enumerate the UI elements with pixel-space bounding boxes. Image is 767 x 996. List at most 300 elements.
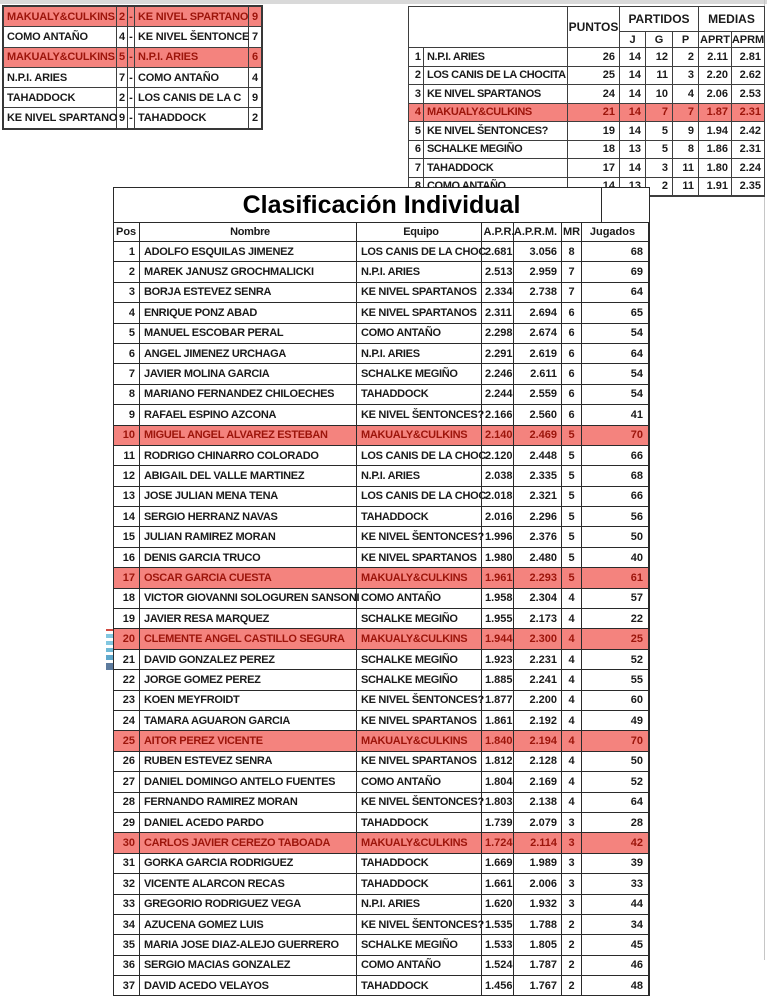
aprm-cell: 2.192: [514, 711, 562, 730]
standings-table: [408, 6, 765, 197]
rank-cell: 2: [409, 67, 424, 85]
apr-cell: 1.996: [482, 527, 514, 546]
table-row: [114, 385, 649, 405]
lost-cell: 11: [673, 178, 699, 196]
played-cell: 46: [582, 956, 649, 975]
team-cell: TAHADDOCK: [357, 854, 482, 873]
apr-cell: 1.955: [482, 609, 514, 628]
played-cell: 69: [582, 262, 649, 281]
pos-cell: 20: [114, 629, 140, 648]
table-row: [114, 956, 649, 976]
apr-column-header: A.P.R.: [482, 223, 514, 241]
apr-cell: 1.980: [482, 548, 514, 567]
played-cell: 70: [582, 731, 649, 750]
played-cell: 68: [582, 242, 649, 261]
separator-cell: -: [128, 108, 135, 127]
table-row: [114, 629, 649, 649]
artifact-dark-square: [106, 663, 113, 670]
player-name-cell: DANIEL DOMINGO ANTELO FUENTES: [140, 772, 357, 791]
table-row: [114, 711, 649, 731]
title-divider: [601, 188, 602, 222]
home-score-cell: 2: [117, 7, 128, 26]
away-score-cell: 9: [251, 10, 259, 23]
mr-cell: 3: [562, 854, 582, 873]
team-cell: COMO ANTAÑO: [357, 589, 482, 608]
table-row: [114, 854, 649, 874]
table-row: [114, 976, 649, 995]
aprm-cell: 2.738: [514, 283, 562, 302]
team-cell: N.P.I. ARIES: [357, 262, 482, 281]
played-cell: 64: [582, 344, 649, 363]
played-cell: 14: [620, 122, 646, 140]
player-name-cell: CARLOS JAVIER CEREZO TABOADA: [140, 833, 357, 852]
pos-cell: 30: [114, 833, 140, 852]
aprm-cell: 2.42: [739, 124, 761, 137]
rank-cell: 6: [409, 141, 424, 159]
aprt-cell: 1.91: [699, 178, 732, 196]
table-row: [114, 731, 649, 751]
table-row: [114, 303, 649, 323]
rank-cell: 5: [409, 122, 424, 140]
played-cell: 54: [582, 385, 649, 404]
table-row: [114, 446, 649, 466]
mr-cell: 4: [562, 670, 582, 689]
team-cell: SCHALKE MEGIÑO: [357, 935, 482, 954]
pos-cell: 31: [114, 854, 140, 873]
aprm-cell: 2.006: [514, 874, 562, 893]
mr-cell: 5: [562, 466, 582, 485]
aprm-cell: 2.173: [514, 609, 562, 628]
averages-group-header: MEDIAS: [708, 12, 755, 26]
aprm-cell: 1.788: [514, 915, 562, 934]
mr-column-header: MR: [562, 223, 582, 241]
apr-cell: 2.244: [482, 385, 514, 404]
team-cell: LOS CANIS DE LA CHOC: [357, 242, 482, 261]
points-cell: 25: [568, 67, 620, 85]
played-column-header: J: [620, 32, 646, 47]
played-cell: 42: [582, 833, 649, 852]
away-score-cell: 2: [251, 112, 259, 125]
apr-cell: 2.166: [482, 405, 514, 424]
rank-cell: 3: [409, 85, 424, 103]
apr-cell: 1.456: [482, 976, 514, 995]
played-cell: 34: [582, 915, 649, 934]
pos-cell: 28: [114, 793, 140, 812]
mr-cell: 4: [562, 609, 582, 628]
away-score-cell: 4: [251, 71, 259, 84]
points-cell: 24: [568, 85, 620, 103]
pos-cell: 32: [114, 874, 140, 893]
mr-cell: 4: [562, 711, 582, 730]
lost-cell: 7: [673, 104, 699, 122]
aprm-column-header: A.P.R.M.: [514, 223, 562, 241]
team-cell: COMO ANTAÑO: [357, 956, 482, 975]
player-name-cell: MANUEL ESCOBAR PERAL: [140, 324, 357, 343]
aprm-cell: 2.469: [514, 426, 562, 445]
apr-cell: 2.016: [482, 507, 514, 526]
aprt-cell: 1.94: [699, 122, 732, 140]
table-row: [114, 487, 649, 507]
played-cell: 64: [582, 283, 649, 302]
won-cell: 11: [646, 67, 673, 85]
pos-cell: 1: [114, 242, 140, 261]
apr-cell: 1.724: [482, 833, 514, 852]
played-cell: 54: [582, 324, 649, 343]
pos-cell: 36: [114, 956, 140, 975]
separator-cell: -: [128, 68, 135, 87]
mr-cell: 3: [562, 833, 582, 852]
player-name-cell: ENRIQUE PONZ ABAD: [140, 303, 357, 322]
team-cell: KE NIVEL ŠENTONCES?: [357, 793, 482, 812]
rank-cell: 1: [409, 48, 424, 66]
pos-cell: 17: [114, 568, 140, 587]
team-cell: KE NIVEL SPARTANOS: [357, 711, 482, 730]
mr-cell: 5: [562, 568, 582, 587]
pos-cell: 10: [114, 426, 140, 445]
home-score-cell: 9: [117, 108, 128, 127]
played-cell: 48: [582, 976, 649, 995]
aprt-cell: 2.06: [699, 85, 732, 103]
aprt-cell: 2.20: [699, 67, 732, 85]
mr-cell: 6: [562, 324, 582, 343]
team-cell: MAKUALY&CULKINS: [424, 104, 568, 122]
played-cell: 70: [582, 426, 649, 445]
table-row: [4, 48, 261, 68]
player-name-cell: DANIEL ACEDO PARDO: [140, 813, 357, 832]
separator-cell: -: [128, 48, 135, 67]
player-name-cell: GREGORIO RODRIGUEZ VEGA: [140, 895, 357, 914]
mr-cell: 6: [562, 303, 582, 322]
player-name-cell: CLEMENTE ANGEL CASTILLO SEGURA: [140, 629, 357, 648]
artifact-blue-dash: [106, 655, 113, 660]
pos-cell: 13: [114, 487, 140, 506]
aprm-cell: 2.231: [514, 650, 562, 669]
apr-cell: 2.018: [482, 487, 514, 506]
pos-cell: 11: [114, 446, 140, 465]
matches-group-header: PARTIDOS: [620, 7, 699, 31]
played-cell: 44: [582, 895, 649, 914]
played-column-header: Jugados: [582, 223, 649, 241]
player-name-cell: MIGUEL ANGEL ALVAREZ ESTEBAN: [140, 426, 357, 445]
player-name-cell: RUBEN ESTEVEZ SENRA: [140, 752, 357, 771]
team-cell: N.P.I. ARIES: [357, 344, 482, 363]
home-score-cell: 5: [117, 48, 128, 67]
played-cell: 39: [582, 854, 649, 873]
played-cell: 28: [582, 813, 649, 832]
apr-cell: 2.298: [482, 324, 514, 343]
mr-cell: 6: [562, 385, 582, 404]
team-cell: SCHALKE MEGIÑO: [357, 670, 482, 689]
table-row: [114, 568, 649, 588]
table-row: [114, 242, 649, 262]
pos-cell: 14: [114, 507, 140, 526]
separator-cell: -: [128, 88, 135, 107]
points-cell: 17: [568, 159, 620, 177]
table-row: [4, 7, 261, 27]
apr-cell: 1.958: [482, 589, 514, 608]
pos-cell: 15: [114, 527, 140, 546]
pos-cell: 27: [114, 772, 140, 791]
table-row: [114, 262, 649, 282]
played-cell: 68: [582, 466, 649, 485]
away-score-cell: 7: [251, 30, 259, 43]
aprt-cell: 1.86: [699, 141, 732, 159]
table-row: [409, 67, 764, 86]
player-name-cell: FERNANDO RAMIREZ MORAN: [140, 793, 357, 812]
aprt-cell: 1.87: [699, 104, 732, 122]
player-name-cell: ABIGAIL DEL VALLE MARTINEZ: [140, 466, 357, 485]
team-cell: COMO ANTAÑO: [357, 772, 482, 791]
aprm-cell: 2.559: [514, 385, 562, 404]
played-cell: 61: [582, 568, 649, 587]
mr-cell: 4: [562, 629, 582, 648]
aprt-cell: 1.80: [699, 159, 732, 177]
aprm-cell: 2.241: [514, 670, 562, 689]
player-name-cell: JAVIER RESA MARQUEZ: [140, 609, 357, 628]
aprm-cell: 2.376: [514, 527, 562, 546]
individual-title-row: [114, 188, 649, 223]
mr-cell: 4: [562, 793, 582, 812]
team-cell: N.P.I. ARIES: [424, 48, 568, 66]
apr-cell: 1.944: [482, 629, 514, 648]
apr-cell: 2.334: [482, 283, 514, 302]
table-row: [114, 691, 649, 711]
mr-cell: 3: [562, 874, 582, 893]
played-cell: 13: [620, 141, 646, 159]
aprm-cell: 2.335: [514, 466, 562, 485]
team-cell: KE NIVEL ŠENTONCES?: [424, 122, 568, 140]
team-cell: KE NIVEL SPARTANOS: [357, 752, 482, 771]
player-name-cell: OSCAR GARCIA CUESTA: [140, 568, 357, 587]
player-name-cell: MARIANO FERNANDEZ CHILOECHES: [140, 385, 357, 404]
mr-cell: 7: [562, 262, 582, 281]
table-row: [114, 609, 649, 629]
table-row: [409, 85, 764, 104]
aprm-cell: 2.31: [739, 106, 761, 119]
away-score-cell: 9: [251, 91, 259, 104]
mr-cell: 3: [562, 813, 582, 832]
page-title: Clasificación Individual: [242, 190, 521, 219]
player-name-cell: DAVID GONZALEZ PEREZ: [140, 650, 357, 669]
points-cell: 19: [568, 122, 620, 140]
individual-body: [114, 242, 649, 995]
team-cell: SCHALKE MEGIÑO: [357, 650, 482, 669]
aprm-cell: 2.611: [514, 364, 562, 383]
separator-cell: -: [128, 7, 135, 26]
pos-cell: 29: [114, 813, 140, 832]
table-row: [114, 670, 649, 690]
lost-cell: 2: [673, 48, 699, 66]
pos-cell: 37: [114, 976, 140, 995]
team-cell: MAKUALY&CULKINS: [357, 833, 482, 852]
mr-cell: 2: [562, 915, 582, 934]
apr-cell: 1.804: [482, 772, 514, 791]
played-cell: 14: [620, 85, 646, 103]
aprm-cell: 2.81: [739, 50, 761, 63]
apr-cell: 1.803: [482, 793, 514, 812]
apr-cell: 2.311: [482, 303, 514, 322]
pos-cell: 6: [114, 344, 140, 363]
played-cell: 14: [620, 104, 646, 122]
played-cell: 45: [582, 935, 649, 954]
aprm-cell: 2.138: [514, 793, 562, 812]
won-cell: 3: [646, 159, 673, 177]
table-row: [114, 813, 649, 833]
standings-body: [409, 48, 764, 195]
played-cell: 65: [582, 303, 649, 322]
team-cell: KE NIVEL SPARTANOS: [357, 283, 482, 302]
team-cell: TAHADDOCK: [357, 507, 482, 526]
won-cell: 2: [646, 178, 673, 196]
pos-cell: 24: [114, 711, 140, 730]
table-row: [114, 527, 649, 547]
table-row: [114, 589, 649, 609]
team-cell: KE NIVEL ŠENTONCES?: [357, 405, 482, 424]
pos-cell: 34: [114, 915, 140, 934]
table-row: [114, 548, 649, 568]
player-name-cell: ADOLFO ESQUILAS JIMENEZ: [140, 242, 357, 261]
aprm-cell: 1.787: [514, 956, 562, 975]
player-name-cell: GORKA GARCIA RODRIGUEZ: [140, 854, 357, 873]
team-column-header: Equipo: [357, 223, 482, 241]
player-name-cell: VICTOR GIOVANNI SOLOGUREN SANSONI: [140, 589, 357, 608]
rank-cell: 4: [409, 104, 424, 122]
home-score-cell: 4: [117, 27, 128, 46]
away-team-cell: N.P.I. ARIES: [135, 48, 249, 67]
player-name-cell: TAMARA AGUARON GARCIA: [140, 711, 357, 730]
won-cell: 5: [646, 141, 673, 159]
table-row: [409, 104, 764, 123]
aprm-cell: 1.767: [514, 976, 562, 995]
pos-cell: 22: [114, 670, 140, 689]
played-cell: 52: [582, 650, 649, 669]
played-cell: 14: [620, 67, 646, 85]
played-cell: 66: [582, 446, 649, 465]
apr-cell: 1.877: [482, 691, 514, 710]
won-cell: 7: [646, 104, 673, 122]
aprm-cell: 2.24: [739, 161, 761, 174]
pos-cell: 4: [114, 303, 140, 322]
pos-cell: 16: [114, 548, 140, 567]
team-cell: KE NIVEL SPARTANOS: [357, 303, 482, 322]
played-cell: 14: [620, 48, 646, 66]
mr-cell: 4: [562, 650, 582, 669]
home-team-cell: TAHADDOCK: [4, 88, 117, 107]
won-cell: 10: [646, 85, 673, 103]
table-row: [114, 935, 649, 955]
played-cell: 50: [582, 752, 649, 771]
table-row: [114, 895, 649, 915]
table-row: [114, 466, 649, 486]
mr-cell: 5: [562, 446, 582, 465]
pos-cell: 35: [114, 935, 140, 954]
team-cell: KE NIVEL ŠENTONCES?: [357, 915, 482, 934]
aprm-column-header: APRM: [731, 33, 765, 46]
pos-cell: 26: [114, 752, 140, 771]
player-name-cell: ANGEL JIMENEZ URCHAGA: [140, 344, 357, 363]
mr-cell: 4: [562, 752, 582, 771]
away-team-cell: LOS CANIS DE LA C: [135, 88, 249, 107]
home-score-cell: 2: [117, 88, 128, 107]
name-column-header: Nombre: [140, 223, 357, 241]
aprm-cell: 1.932: [514, 895, 562, 914]
team-cell: LOS CANIS DE LA CHOC: [357, 487, 482, 506]
table-row: [114, 405, 649, 425]
table-row: [114, 324, 649, 344]
played-cell: 22: [582, 609, 649, 628]
team-cell: MAKUALY&CULKINS: [357, 629, 482, 648]
home-team-cell: MAKUALY&CULKINS: [4, 7, 117, 26]
player-name-cell: AITOR PEREZ VICENTE: [140, 731, 357, 750]
player-name-cell: DENIS GARCIA TRUCO: [140, 548, 357, 567]
team-cell: TAHADDOCK: [357, 874, 482, 893]
table-row: [114, 772, 649, 792]
separator-cell: -: [128, 27, 135, 46]
aprm-cell: 2.114: [514, 833, 562, 852]
away-score-cell: 6: [251, 51, 259, 64]
team-cell: MAKUALY&CULKINS: [357, 568, 482, 587]
table-row: [114, 793, 649, 813]
apr-cell: 1.524: [482, 956, 514, 975]
mr-cell: 2: [562, 956, 582, 975]
player-name-cell: JOSE JULIAN MENA TENA: [140, 487, 357, 506]
points-column-header: PUNTOS: [568, 7, 620, 47]
team-cell: N.P.I. ARIES: [357, 466, 482, 485]
table-row: [114, 833, 649, 853]
team-cell: KE NIVEL SPARTANOS: [357, 548, 482, 567]
table-row: [4, 108, 261, 127]
apr-cell: 2.038: [482, 466, 514, 485]
pos-cell: 23: [114, 691, 140, 710]
aprm-cell: 2.53: [739, 87, 761, 100]
played-cell: 54: [582, 364, 649, 383]
apr-cell: 1.669: [482, 854, 514, 873]
aprm-cell: 2.62: [739, 69, 761, 82]
aprm-cell: 2.619: [514, 344, 562, 363]
mr-cell: 8: [562, 242, 582, 261]
won-cell: 12: [646, 48, 673, 66]
mr-cell: 4: [562, 772, 582, 791]
points-cell: 18: [568, 141, 620, 159]
aprm-cell: 2.300: [514, 629, 562, 648]
player-name-cell: JULIAN RAMIREZ MORAN: [140, 527, 357, 546]
table-row: [4, 68, 261, 88]
apr-cell: 1.739: [482, 813, 514, 832]
team-cell: MAKUALY&CULKINS: [357, 426, 482, 445]
home-score-cell: 7: [117, 68, 128, 87]
home-team-cell: MAKUALY&CULKINS: [4, 48, 117, 67]
table-row: [114, 915, 649, 935]
player-name-cell: JORGE GOMEZ PEREZ: [140, 670, 357, 689]
mr-cell: 5: [562, 548, 582, 567]
played-cell: 55: [582, 670, 649, 689]
table-row: [114, 507, 649, 527]
mr-cell: 6: [562, 364, 582, 383]
played-cell: 56: [582, 507, 649, 526]
aprm-cell: 2.200: [514, 691, 562, 710]
apr-cell: 1.923: [482, 650, 514, 669]
team-cell: KE NIVEL SPARTANOS: [424, 85, 568, 103]
aprm-cell: 2.31: [739, 143, 761, 156]
played-cell: 64: [582, 793, 649, 812]
aprm-cell: 2.304: [514, 589, 562, 608]
apr-cell: 1.533: [482, 935, 514, 954]
table-row: [114, 344, 649, 364]
mr-cell: 5: [562, 507, 582, 526]
apr-cell: 2.120: [482, 446, 514, 465]
lost-cell: 11: [673, 159, 699, 177]
aprm-cell: 2.959: [514, 262, 562, 281]
